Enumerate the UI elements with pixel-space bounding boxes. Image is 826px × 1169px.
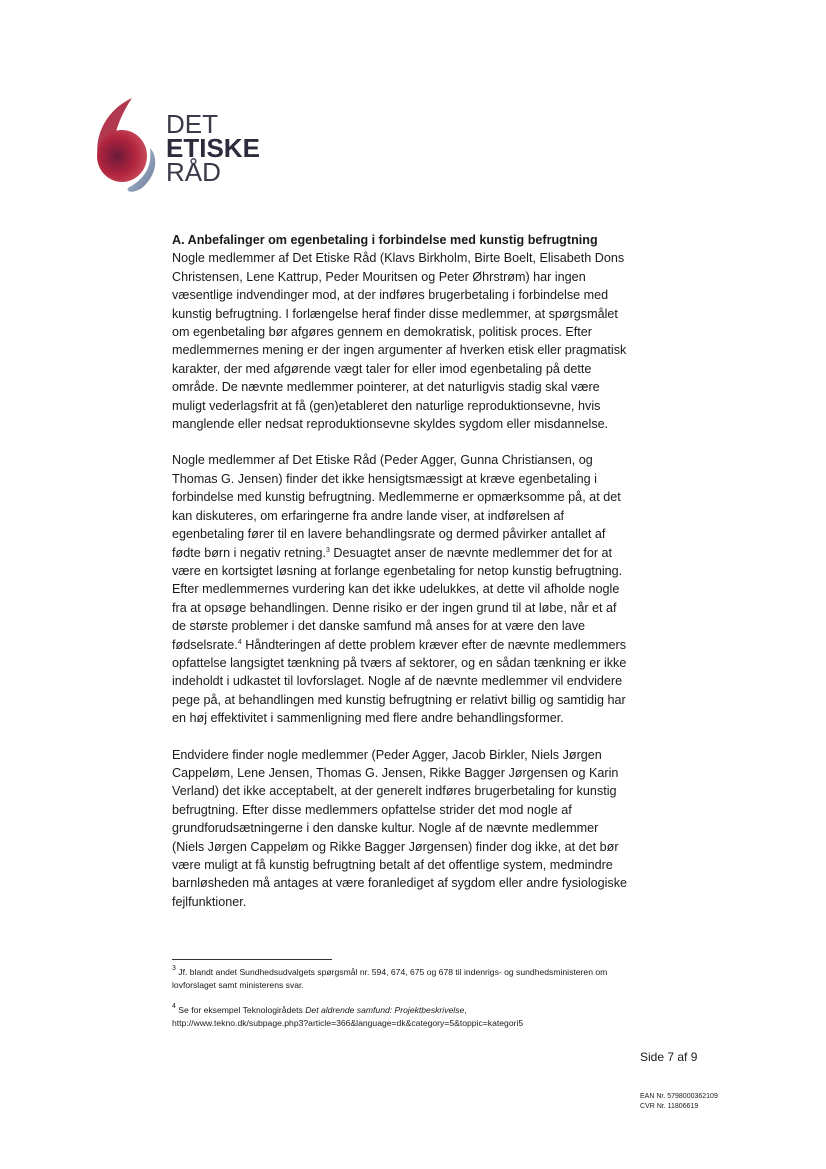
footnote-3-text: Jf. blandt andet Sundhedsudvalgets spørgsmål nr. 594, 674, 675 og 678 til indenrigs- og sundhedsministeren om lovforslaget samt ministerens svar. xyxy=(172,967,608,990)
paragraph-2-part-b: Desuagtet anser de nævnte medlemmer det for at være en kortsigtet løsning at forlange egenbetaling for netop kunstig befrugtning. Efter medlemmernes vurdering kan det ikke udelukkes, at dette vil afholde nogle fra at opsøge behandlingen. Denne risiko er der ingen grund til at løbe, når et af de største problemer i det danske samfund må anses for at være den lave fødselsrate. xyxy=(172,545,623,652)
logo-line-3: RÅD xyxy=(166,157,221,187)
footnote-ref-4[interactable]: 4 xyxy=(237,638,242,646)
footnote-4 xyxy=(172,1004,632,1030)
paragraph-1: Nogle medlemmer af Det Etiske Råd (Klavs Birkholm, Birte Boelt, Elisabeth Dons Christensen, Lene Kattrup, Peder Mouritsen og Peter Øhrstrøm) har ingen væsentlige indvendinger mod, at der indføres brugerbetaling i forbindelse med kunstig befrugtning. I forlængelse heraf finder disse medlemmer, at spørgsmålet om egenbetaling bør afgøres gennem en demokratisk, politisk proces. Efter medlemmernes mening er der ingen argumenter af hverken etisk eller pragmatisk karakter, der med afgørende vægt taler for eller imod egenbetaling på dette område. De nævnte medlemmer pointerer, at det naturligvis stadig skal være muligt vederlagsfrit at få (gen)etableret den naturlige reproduktionsevne, hvis manglende eller nedsat reproduktionsevne skyldes sygdom eller misdannelse. xyxy=(172,251,627,432)
organization-logo xyxy=(92,96,262,196)
footnote-3-number: 3 xyxy=(172,965,176,972)
logo-line-1: DET xyxy=(166,109,218,139)
footnote-3 xyxy=(172,966,632,992)
paragraph-2 xyxy=(172,451,632,727)
document-body xyxy=(172,231,632,929)
paragraph-3: Endvidere finder nogle medlemmer (Peder Agger, Jacob Birkler, Niels Jørgen Cappeløm, Lene Jensen, Thomas G. Jensen, Rikke Bagger Jørgensen og Karin Verland) det ikke acceptabelt, at der generelt indføres brugerbetaling for kunstig befrugtning. Efter disse medlemmers opfattelse strider det mod nogle af grundforudsætningerne i den danske kultur. Nogle af de nævnte medlemmer (Niels Jørgen Cappeløm og Rikke Bagger Jørgensen) finder dog ikke, at det bør være muligt at få kunstig befrugtning betalt af det offentlige system, medmindre barnløsheden må antages at være foranlediget af sygdom eller andre fysiologiske fejlfunktioner. xyxy=(172,747,628,909)
footnote-4-text-a: Se for eksempel Teknologirådets xyxy=(175,1005,306,1015)
footnotes xyxy=(172,966,632,1042)
logo-mark-icon xyxy=(92,96,172,196)
section-heading: A. Anbefalinger om egenbetaling i forbindelse med kunstig befrugtning xyxy=(172,233,598,247)
footnote-4-number: 4 xyxy=(172,1003,176,1010)
footnote-4-url[interactable]: http://www.tekno.dk/subpage.php3?article=366&language=dk&category=5&toppic=kategori5 xyxy=(172,1018,524,1028)
footnote-4-text-b: , xyxy=(464,1005,467,1015)
logo-wordmark xyxy=(166,109,260,187)
footnote-4-title: Det aldrende samfund: Projektbeskrivelse xyxy=(305,1005,465,1015)
footnote-divider xyxy=(172,959,332,960)
paragraph-2-part-c: Håndteringen af dette problem kræver efter de nævnte medlemmers opfattelse langsigtet tænkning på tværs af sektorer, og en sådan tænkning er ikke indeholdt i udkastet til lovforslaget. Nogle af de nævnte medlemmer vil endvidere pege på, at behandlingen med kunstig befrugtning er relativt billig og samtidig har en høj effektivitet i sammenligning med flere andre behandlingsformer. xyxy=(172,637,627,726)
registration-ids xyxy=(640,1092,718,1112)
cvr-number: CVR Nr. 11806619 xyxy=(640,1103,699,1110)
ean-number: EAN Nr. 5798000362109 xyxy=(640,1093,718,1100)
logo-line-2: ETISKE xyxy=(166,133,260,163)
page-number: Side 7 af 9 xyxy=(640,1050,698,1064)
paragraph-2-part-a: Nogle medlemmer af Det Etiske Råd (Peder Agger, Gunna Christiansen, og Thomas G. Jensen) finder det ikke hensigtsmæssigt at kræve egenbetaling i forbindelse med kunstig befrugtning. Medlemmerne er opmærksomme på, at det kan diskuteres, om erfaringerne fra andre lande viser, at indførelsen af egenbetaling fører til en lavere behandlingsrate og dermed påvirker antallet af fødte børn i negativ retning. xyxy=(172,453,621,560)
footnote-ref-3[interactable]: 3 xyxy=(326,546,330,554)
